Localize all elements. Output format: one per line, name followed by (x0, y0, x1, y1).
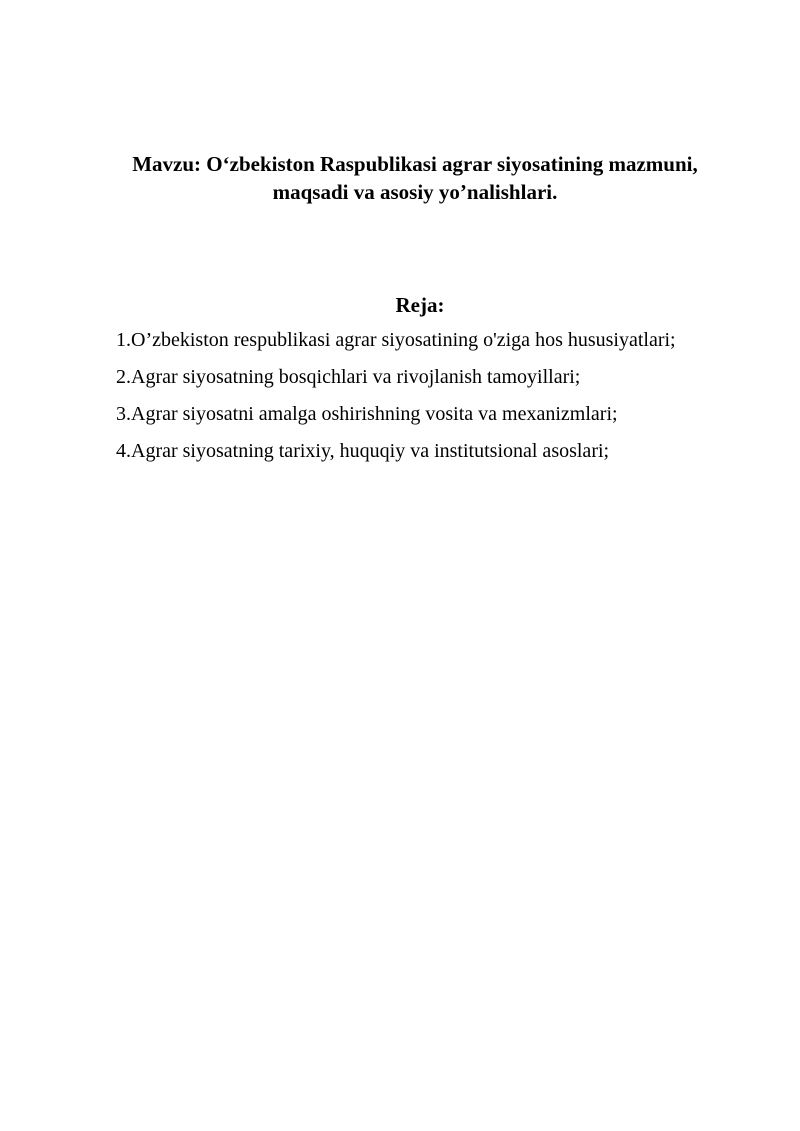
plan-item-1: 1.O’zbekiston respublikasi agrar siyosatining o'ziga hos hususiyatlari; (116, 329, 676, 351)
plan-list (116, 326, 756, 474)
document-title (100, 150, 730, 206)
plan-item-3: 3.Agrar siyosatni amalga oshirishning vosita va mexanizmlari; (116, 403, 618, 425)
plan-item-2: 2.Agrar siyosatning bosqichlari va rivojlanish tamoyillari; (116, 366, 581, 388)
plan-heading: Reja: (395, 293, 445, 317)
plan-item-4: 4.Agrar siyosatning tarixiy, huquqiy va institutsional asoslari; (116, 440, 610, 462)
title-line-1: Mavzu: O‘zbekiston Raspublikasi agrar siyosatining mazmuni, (132, 152, 698, 176)
title-line-2: maqsadi va asosiy yo’nalishlari. (272, 180, 558, 204)
